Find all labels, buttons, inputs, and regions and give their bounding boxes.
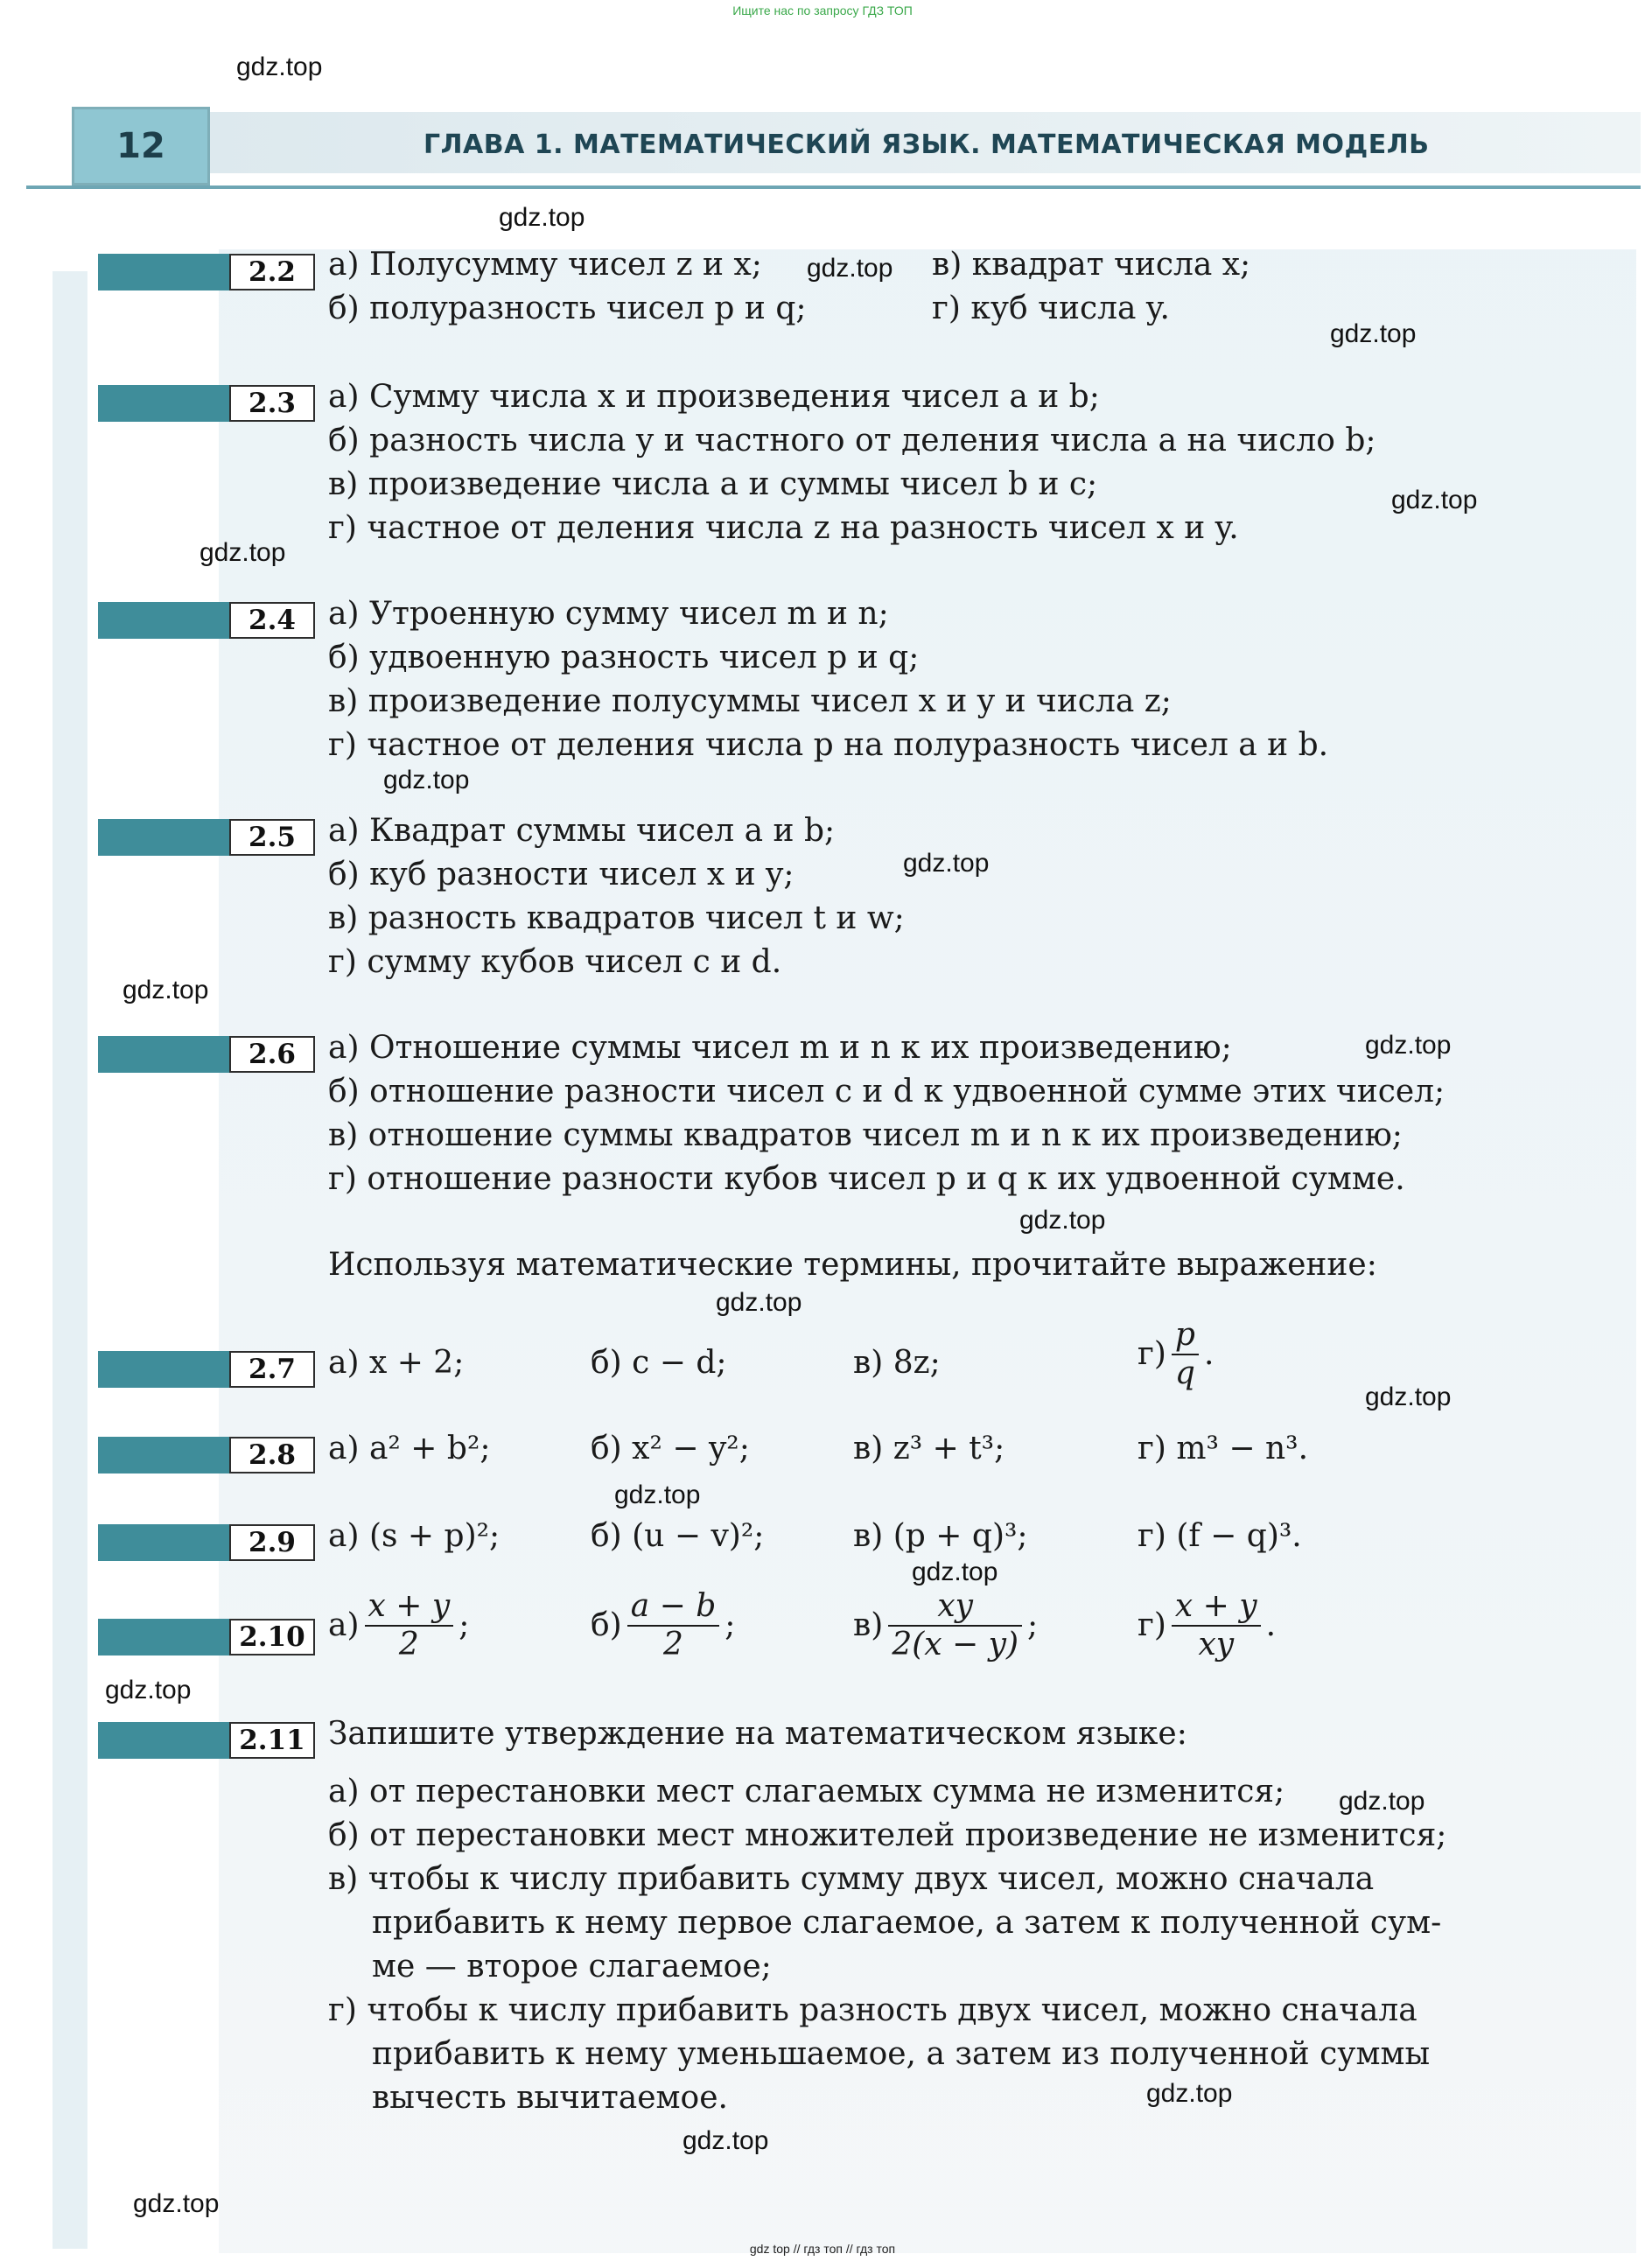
- problem-2-2-g: г) куб числа y.: [932, 290, 1170, 326]
- problem-2-3-b: б) разность числа y и частного от деления числа a на число b;: [328, 423, 1376, 458]
- watermark: gdz.top: [236, 52, 323, 81]
- problem-2-10-a: а) $\frac{x + y}{2}$ ;: [328, 1588, 470, 1662]
- problem-2-5-v: в) разность квадратов чисел t и w;: [328, 900, 905, 936]
- problem-2-8-g: г) m³ − n³.: [1138, 1431, 1309, 1466]
- problem-2-9-b: б) (u − v)²;: [591, 1518, 765, 1554]
- problem-2-11-prompt: Запишите утверждение на математическом языке:: [328, 1716, 1187, 1752]
- problem-2-7-b: б) c − d;: [591, 1345, 727, 1381]
- problem-2-11-b: б) от перестановки мест множителей произведение не изменится;: [328, 1817, 1447, 1853]
- problem-2-7-a: а) x + 2;: [328, 1345, 465, 1381]
- problem-2-5-g: г) сумму кубов чисел c и d.: [328, 944, 782, 980]
- page-number: 12: [72, 107, 210, 186]
- problem-number-2-9: 2.9: [98, 1524, 315, 1561]
- problem-2-5-a: а) Квадрат суммы чисел a и b;: [328, 813, 836, 849]
- watermark: gdz.top: [499, 203, 585, 232]
- watermark: gdz.top: [133, 2189, 220, 2218]
- watermark: gdz.top: [807, 254, 893, 283]
- problem-2-3-a: а) Сумму числа x и произведения чисел a и b;: [328, 379, 1100, 415]
- problem-2-11-v: в) чтобы к числу прибавить сумму двух чисел, можно сначала: [328, 1861, 1375, 1897]
- problem-2-11-g-cont-2: вычесть вычитаемое.: [372, 2080, 728, 2116]
- problem-2-11-g-cont-1: прибавить к нему уменьшаемое, а затем из полученной суммы: [372, 2036, 1431, 2072]
- problem-2-6-a: а) Отношение суммы чисел m и n к их произведению;: [328, 1030, 1232, 1066]
- problem-2-9-g: г) (f − q)³.: [1138, 1518, 1302, 1554]
- problem-2-8-a: а) a² + b²;: [328, 1431, 491, 1466]
- watermark: gdz.top: [1146, 2079, 1233, 2108]
- watermark: gdz.top: [1365, 1031, 1452, 1060]
- watermark: gdz.top: [1019, 1206, 1106, 1235]
- bottom-note: gdz top // гдз топ // гдз топ: [749, 2242, 896, 2256]
- watermark: gdz.top: [912, 1558, 998, 1586]
- problem-2-5-b: б) куб разности чисел x и y;: [328, 857, 794, 892]
- chapter-title: ГЛАВА 1. МАТЕМАТИЧЕСКИЙ ЯЗЫК. МАТЕМАТИЧЕСКАЯ МОДЕЛЬ: [424, 130, 1430, 160]
- problem-number-2-8: 2.8: [98, 1437, 315, 1474]
- problem-2-4-b: б) удвоенную разность чисел p и q;: [328, 640, 920, 676]
- problem-2-9-a: а) (s + p)²;: [328, 1518, 500, 1554]
- problem-2-11-g: г) чтобы к числу прибавить разность двух чисел, можно сначала: [328, 1992, 1418, 2028]
- problem-number-2-2: 2.2: [98, 254, 315, 290]
- problem-2-6-g: г) отношение разности кубов чисел p и q к их удвоенной сумме.: [328, 1161, 1405, 1197]
- watermark: gdz.top: [1391, 486, 1478, 514]
- problem-number-2-3: 2.3: [98, 385, 315, 422]
- problem-2-2-v: в) квадрат числа x;: [932, 247, 1251, 283]
- problem-2-11-a: а) от перестановки мест слагаемых сумма не изменится;: [328, 1774, 1285, 1810]
- watermark: gdz.top: [1330, 319, 1417, 348]
- problem-2-3-g: г) частное от деления числа z на разность чисел x и y.: [328, 510, 1239, 546]
- problem-2-8-v: в) z³ + t³;: [853, 1431, 1005, 1466]
- problem-2-11-v-cont-2: ме — второе слагаемое;: [372, 1949, 772, 1984]
- problem-2-8-b: б) x² − y²;: [591, 1431, 750, 1466]
- watermark: gdz.top: [383, 766, 470, 794]
- problem-2-7-g: г) $\frac{p}{q}$ .: [1138, 1317, 1214, 1391]
- watermark: gdz.top: [122, 976, 209, 1004]
- top-note: Ищите нас по запросу ГДЗ ТОП: [732, 4, 913, 18]
- problem-number-2-6: 2.6: [98, 1036, 315, 1073]
- problem-2-2-a: а) Полусумму чисел z и x;: [328, 247, 762, 283]
- header-rule: [26, 186, 1641, 189]
- watermark: gdz.top: [1365, 1382, 1452, 1411]
- reading-instruction: Используя математические термины, прочитайте выражение:: [328, 1247, 1377, 1283]
- problem-2-10-g: г) $\frac{x + y}{xy}$ .: [1138, 1588, 1277, 1662]
- problem-2-9-v: в) (p + q)³;: [853, 1518, 1028, 1554]
- watermark: gdz.top: [614, 1480, 701, 1509]
- problem-2-4-a: а) Утроенную сумму чисел m и n;: [328, 596, 889, 632]
- problem-2-7-v: в) 8z;: [853, 1345, 941, 1381]
- problem-number-2-11: 2.11: [98, 1722, 315, 1759]
- problem-2-6-b: б) отношение разности чисел c и d к удвоенной сумме этих чисел;: [328, 1074, 1446, 1110]
- problem-2-3-v: в) произведение числа a и суммы чисел b и c;: [328, 466, 1098, 502]
- watermark: gdz.top: [716, 1288, 802, 1317]
- problem-2-4-v: в) произведение полусуммы чисел x и y и числа z;: [328, 683, 1172, 719]
- left-margin-band: [52, 271, 88, 2249]
- watermark: gdz.top: [682, 2126, 769, 2155]
- problem-number-2-7: 2.7: [98, 1351, 315, 1388]
- problem-number-2-4: 2.4: [98, 602, 315, 639]
- watermark: gdz.top: [1339, 1787, 1425, 1816]
- problem-2-4-g: г) частное от деления числа p на полуразность чисел a и b.: [328, 727, 1329, 763]
- watermark: gdz.top: [105, 1676, 192, 1704]
- problem-2-10-v: в) $\frac{xy}{2(x - y)}$ ;: [853, 1588, 1039, 1662]
- watermark: gdz.top: [200, 538, 286, 567]
- problem-2-6-v: в) отношение суммы квадратов чисел m и n к их произведению;: [328, 1117, 1403, 1153]
- problem-number-2-5: 2.5: [98, 819, 315, 856]
- problem-2-10-b: б) $\frac{a - b}{2}$ ;: [591, 1588, 736, 1662]
- problem-2-2-b: б) полуразность чисел p и q;: [328, 290, 807, 326]
- watermark: gdz.top: [903, 849, 990, 878]
- problem-2-11-v-cont-1: прибавить к нему первое слагаемое, а затем к полученной сум-: [372, 1905, 1442, 1941]
- problem-number-2-10: 2.10: [98, 1619, 315, 1656]
